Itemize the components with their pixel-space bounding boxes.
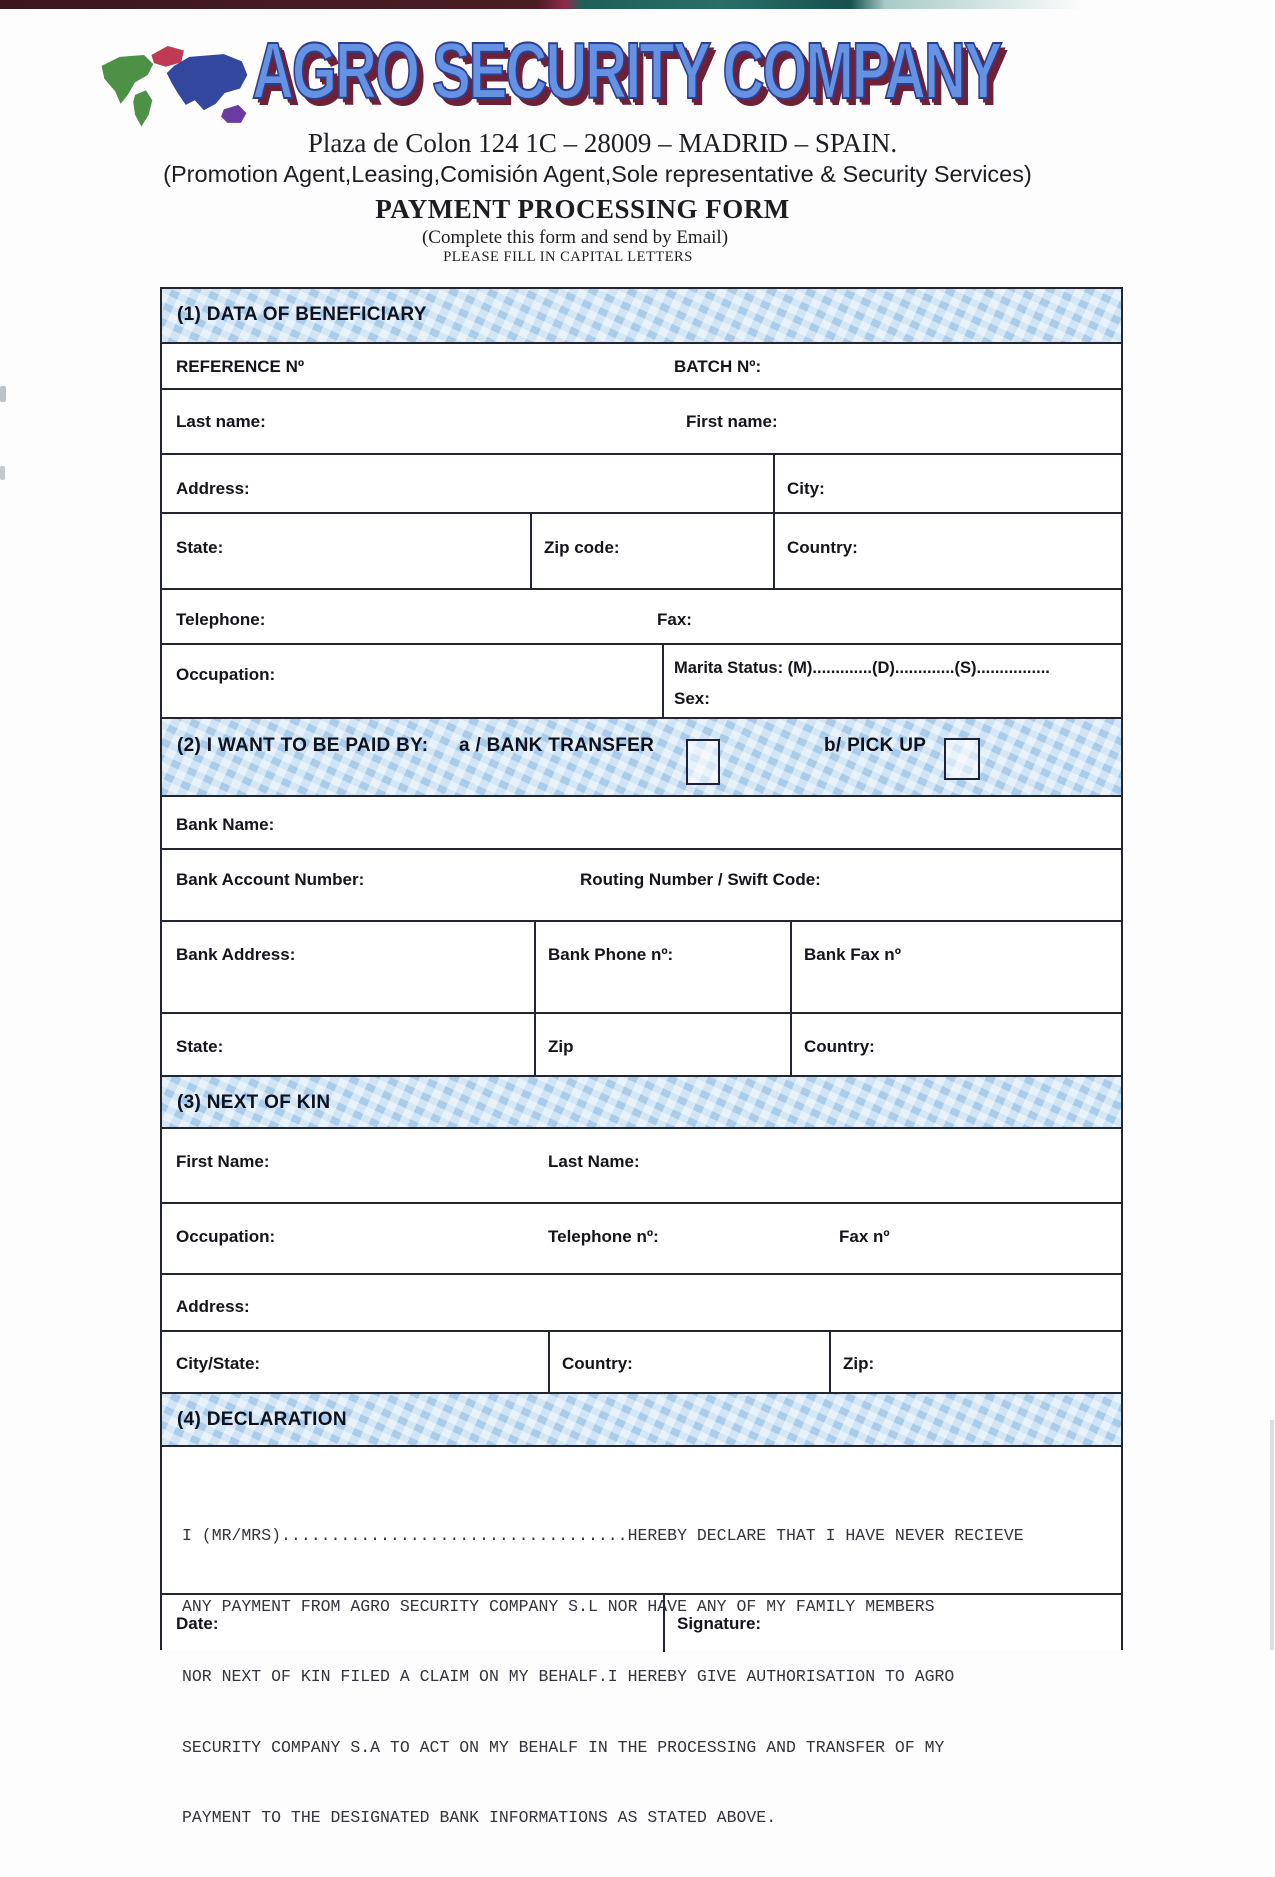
scan-artifact-left-mark — [0, 386, 6, 402]
pick-up-checkbox — [944, 738, 980, 780]
label-city: City: — [787, 479, 825, 498]
label-kin-address: Address: — [176, 1297, 250, 1316]
label-reference-no: REFERENCE Nº — [176, 357, 305, 376]
label-zip-code: Zip code: — [544, 538, 620, 557]
row-occupation-marital — [162, 645, 1121, 719]
divider — [790, 922, 792, 1012]
divider — [534, 1014, 536, 1075]
row-bank-name — [162, 797, 1121, 850]
label-kin-country: Country: — [562, 1354, 633, 1373]
label-fax: Fax: — [657, 610, 692, 629]
divider — [662, 645, 664, 717]
label-bank-phone: Bank Phone nº: — [548, 945, 674, 964]
label-marital-status: Marita Status: (M).............(D).............(S)................ — [674, 659, 1050, 677]
world-map-logo — [88, 36, 260, 132]
scan-artifact-page-edge — [1270, 1420, 1274, 1650]
label-sex: Sex: — [674, 689, 710, 708]
label-date: Date: — [176, 1614, 219, 1633]
row-kin-address — [162, 1275, 1121, 1332]
label-kin-last-name: Last Name: — [548, 1152, 640, 1171]
row-last-first-name — [162, 390, 1121, 455]
section-3-header — [162, 1077, 1121, 1129]
label-kin-first-name: First Name: — [176, 1152, 270, 1171]
section-1-header — [162, 289, 1121, 344]
label-bank-name: Bank Name: — [176, 815, 275, 834]
form-subtitle: (Complete this form and send by Email) — [421, 227, 729, 248]
option-bank-transfer-label: a / BANK TRANSFER — [459, 735, 655, 756]
divider — [663, 1595, 665, 1652]
divider — [829, 1332, 831, 1392]
label-signature: Signature: — [677, 1614, 762, 1633]
row-account-routing — [162, 850, 1121, 922]
scan-artifact-top-bar — [0, 0, 1165, 9]
label-bank-address: Bank Address: — [176, 945, 296, 964]
label-kin-occupation: Occupation: — [176, 1227, 276, 1246]
section-2-header — [162, 719, 1121, 797]
map-south-america — [133, 90, 152, 126]
section-4-title: (4) DECLARATION — [177, 1409, 347, 1430]
section-2-title: (2) I WANT TO BE PAID BY: — [177, 735, 429, 756]
divider — [530, 514, 532, 588]
label-occupation: Occupation: — [176, 665, 276, 684]
label-bank-state: State: — [176, 1037, 224, 1056]
company-logo-text: AGRO SECURITY COMPANY — [252, 26, 1001, 117]
label-kin-city-state: City/State: — [176, 1354, 261, 1373]
label-routing-swift: Routing Number / Swift Code: — [580, 870, 821, 889]
divider — [773, 514, 775, 588]
row-kin-first-last-name — [162, 1129, 1121, 1204]
label-state: State: — [176, 538, 224, 557]
row-kin-city-country-zip — [162, 1332, 1121, 1394]
row-state-zip-country — [162, 514, 1121, 590]
divider — [548, 1332, 550, 1392]
section-1-title: (1) DATA OF BENEFICIARY — [177, 304, 427, 325]
section-3-title: (3) NEXT OF KIN — [177, 1092, 331, 1113]
option-pick-up-label: b/ PICK UP — [824, 735, 927, 756]
company-services: (Promotion Agent,Leasing,Comisión Agent,Sole representative & Security Services) — [163, 161, 1032, 187]
company-address: Plaza de Colon 124 1C – 28009 – MADRID – SPAIN. — [307, 128, 898, 158]
divider — [773, 455, 775, 512]
row-telephone-fax — [162, 590, 1121, 645]
label-address: Address: — [176, 479, 250, 498]
scan-artifact-left-mark — [0, 466, 5, 480]
form-title: PAYMENT PROCESSING FORM — [375, 194, 790, 224]
divider — [790, 1014, 792, 1075]
label-bank-fax: Bank Fax nº — [804, 945, 901, 964]
label-telephone: Telephone: — [176, 610, 266, 629]
row-reference-batch — [162, 344, 1121, 390]
label-kin-zip: Zip: — [843, 1354, 875, 1373]
row-kin-occupation-phone-fax — [162, 1204, 1121, 1275]
label-first-name: First name: — [686, 412, 778, 431]
payment-form-table — [160, 287, 1123, 1827]
label-bank-zip: Zip — [548, 1037, 574, 1056]
map-australia — [221, 105, 246, 123]
row-bank-address-phone-fax — [162, 922, 1121, 1014]
row-address-city — [162, 455, 1121, 514]
row-date-signature — [162, 1595, 1121, 1652]
declaration-text: I (MR/MRS)...................................HEREBY DECLARE THAT I HAVE NEVER RECIEVE ANY PAYMENT FROM AGRO SECURITY COMPANY S.L NOR HAVE ANY OF MY FAMILY MEMBERS NOR NEXT OF KIN FILED A CLAIM ON MY BEHALF.I HEREBY GIVE AUTHORISATION TO AGRO SECURITY COMPANY S.A TO ACT ON MY BEHALF IN THE PROCESSING AND TRANSFER OF MY PAYMENT TO THE DESIGNATED BANK INFORMATIONS AS STATED ABOVE. — [182, 1526, 1024, 1827]
bank-transfer-checkbox — [686, 739, 720, 785]
label-bank-country: Country: — [804, 1037, 875, 1056]
form-note: PLEASE FILL IN CAPITAL LETTERS — [443, 249, 693, 265]
label-kin-telephone: Telephone nº: — [548, 1227, 659, 1246]
label-batch-no: BATCH Nº: — [674, 357, 762, 376]
label-country: Country: — [787, 538, 858, 557]
row-bank-state-zip-country — [162, 1014, 1121, 1077]
label-bank-account-number: Bank Account Number: — [176, 870, 365, 889]
divider — [534, 922, 536, 1012]
label-last-name: Last name: — [176, 412, 266, 431]
label-kin-fax: Fax nº — [839, 1227, 890, 1246]
section-4-header — [162, 1394, 1121, 1447]
